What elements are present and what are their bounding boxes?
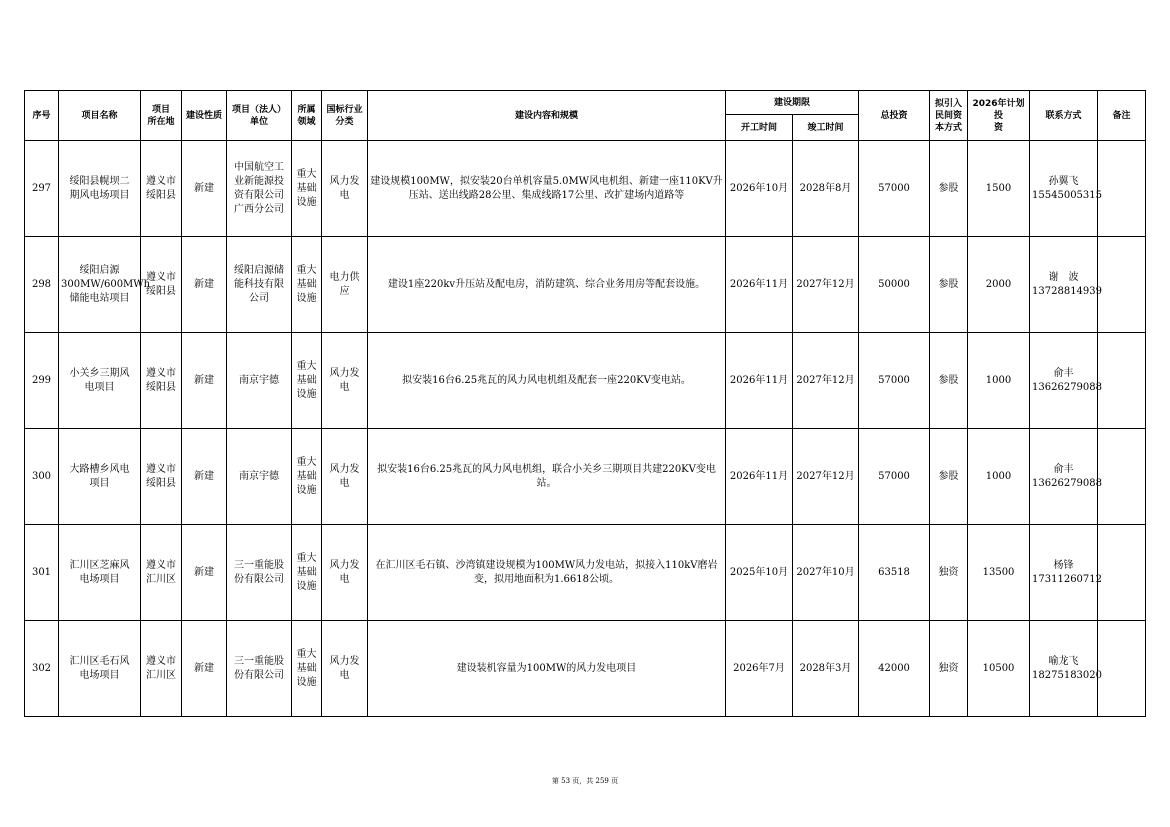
- cell-contact: 杨锋 17311260712: [1030, 525, 1098, 621]
- cell-note: [1098, 621, 1146, 717]
- cell-seq: 301: [25, 525, 59, 621]
- cell-name: 绥阳县幌坝二 期风电场项目: [59, 141, 141, 237]
- cell-name: 汇川区毛石风 电场项目: [59, 621, 141, 717]
- cell-location: 遵义市 绥阳县: [141, 429, 182, 525]
- cell-content: 拟安装16台6.25兆瓦的风力风电机组，联合小关乡三期项目共建220KV变电站。: [368, 429, 726, 525]
- cell-contact: 俞丰 13626279088: [1030, 333, 1098, 429]
- cell-seq: 298: [25, 237, 59, 333]
- cell-name: 绥阳启源 300MW/600MWh 储能电站项目: [59, 237, 141, 333]
- cell-nature: 新建: [182, 429, 227, 525]
- cell-note: [1098, 525, 1146, 621]
- cell-total: 57000: [859, 333, 930, 429]
- cell-end: 2027年10月: [793, 525, 859, 621]
- cell-start: 2026年11月: [726, 237, 793, 333]
- header-name: 项目名称: [59, 91, 141, 141]
- cell-start: 2026年7月: [726, 621, 793, 717]
- cell-capital: 参股: [930, 237, 968, 333]
- cell-nature: 新建: [182, 141, 227, 237]
- cell-plan: 1000: [968, 429, 1030, 525]
- cell-field: 重大 基础 设施: [292, 333, 322, 429]
- cell-total: 57000: [859, 429, 930, 525]
- cell-content: 在汇川区毛石镇、沙湾镇建设规模为100MW风力发电站，拟接入110kV磨岩变，拟用地面积为1.6618公顷。: [368, 525, 726, 621]
- cell-capital: 参股: [930, 429, 968, 525]
- cell-location: 遵义市 绥阳县: [141, 237, 182, 333]
- cell-end: 2027年12月: [793, 333, 859, 429]
- cell-total: 50000: [859, 237, 930, 333]
- header-contact: 联系方式: [1030, 91, 1098, 141]
- cell-field: 重大 基础 设施: [292, 525, 322, 621]
- cell-industry: 风力发 电: [322, 621, 368, 717]
- cell-industry: 风力发 电: [322, 141, 368, 237]
- cell-industry: 风力发 电: [322, 333, 368, 429]
- header-seq: 序号: [25, 91, 59, 141]
- cell-contact: 谢 波 13728814939: [1030, 237, 1098, 333]
- table-row: [25, 525, 1146, 621]
- cell-seq: 297: [25, 141, 59, 237]
- cell-note: [1098, 429, 1146, 525]
- cell-end: 2027年12月: [793, 237, 859, 333]
- table-row: [25, 141, 1146, 237]
- cell-total: 63518: [859, 525, 930, 621]
- cell-seq: 299: [25, 333, 59, 429]
- header-nature: 建设性质: [182, 91, 227, 141]
- cell-nature: 新建: [182, 333, 227, 429]
- table-row: [25, 333, 1146, 429]
- cell-plan: 10500: [968, 621, 1030, 717]
- cell-unit: 中国航空工 业新能源投 资有限公司 广西分公司: [227, 141, 292, 237]
- cell-seq: 302: [25, 621, 59, 717]
- header-unit: 项目（法人） 单位: [227, 91, 292, 141]
- cell-industry: 电力供 应: [322, 237, 368, 333]
- cell-contact: 俞丰 13626279088: [1030, 429, 1098, 525]
- cell-start: 2026年11月: [726, 429, 793, 525]
- cell-contact: 孙翼飞 15545005315: [1030, 141, 1098, 237]
- cell-content: 建设1座220kv升压站及配电房，消防建筑、综合业务用房等配套设施。: [368, 237, 726, 333]
- cell-unit: 南京宇德: [227, 333, 292, 429]
- header-total: 总投资: [859, 91, 930, 141]
- cell-name: 大路槽乡风电 项目: [59, 429, 141, 525]
- header-field: 所属 领域: [292, 91, 322, 141]
- cell-content: 拟安装16台6.25兆瓦的风力风电机组及配套一座220KV变电站。: [368, 333, 726, 429]
- cell-plan: 13500: [968, 525, 1030, 621]
- cell-capital: 参股: [930, 333, 968, 429]
- cell-start: 2026年11月: [726, 333, 793, 429]
- cell-nature: 新建: [182, 621, 227, 717]
- cell-field: 重大 基础 设施: [292, 141, 322, 237]
- header-capital: 拟引入 民间资 本方式: [930, 91, 968, 141]
- cell-location: 遵义市 绥阳县: [141, 333, 182, 429]
- header-start: 开工时间: [726, 115, 793, 141]
- cell-nature: 新建: [182, 237, 227, 333]
- cell-start: 2025年10月: [726, 525, 793, 621]
- cell-capital: 独资: [930, 525, 968, 621]
- cell-location: 遵义市 汇川区: [141, 525, 182, 621]
- cell-total: 57000: [859, 141, 930, 237]
- cell-note: [1098, 141, 1146, 237]
- header-period: 建设期限: [726, 91, 859, 115]
- cell-capital: 独资: [930, 621, 968, 717]
- cell-seq: 300: [25, 429, 59, 525]
- project-table: [24, 90, 1146, 717]
- cell-content: 建设装机容量为100MW的风力发电项目: [368, 621, 726, 717]
- cell-end: 2028年8月: [793, 141, 859, 237]
- cell-capital: 参股: [930, 141, 968, 237]
- table-row: [25, 237, 1146, 333]
- cell-industry: 风力发 电: [322, 525, 368, 621]
- cell-field: 重大 基础 设施: [292, 429, 322, 525]
- cell-total: 42000: [859, 621, 930, 717]
- cell-unit: 南京宇德: [227, 429, 292, 525]
- table-row: [25, 621, 1146, 717]
- cell-field: 重大 基础 设施: [292, 237, 322, 333]
- cell-unit: 三一重能股 份有限公司: [227, 621, 292, 717]
- cell-location: 遵义市 绥阳县: [141, 141, 182, 237]
- cell-field: 重大 基础 设施: [292, 621, 322, 717]
- cell-start: 2026年10月: [726, 141, 793, 237]
- header-end: 竣工时间: [793, 115, 859, 141]
- header-content: 建设内容和规模: [368, 91, 726, 141]
- cell-plan: 1000: [968, 333, 1030, 429]
- cell-plan: 2000: [968, 237, 1030, 333]
- cell-plan: 1500: [968, 141, 1030, 237]
- cell-unit: 绥阳启源储 能科技有限 公司: [227, 237, 292, 333]
- table-row: [25, 429, 1146, 525]
- cell-name: 汇川区芝麻风 电场项目: [59, 525, 141, 621]
- header-location: 项目 所在地: [141, 91, 182, 141]
- header-plan: 2026年计划投 资: [968, 91, 1030, 141]
- cell-location: 遵义市 汇川区: [141, 621, 182, 717]
- cell-unit: 三一重能股 份有限公司: [227, 525, 292, 621]
- cell-end: 2028年3月: [793, 621, 859, 717]
- cell-end: 2027年12月: [793, 429, 859, 525]
- header-note: 备注: [1098, 91, 1146, 141]
- cell-content: 建设规模100MW，拟安装20台单机容量5.0MW风电机组、新建一座110KV升压站、送出线路28公里、集成线路17公里、改扩建场内道路等: [368, 141, 726, 237]
- cell-contact: 喻龙飞 18275183020: [1030, 621, 1098, 717]
- cell-name: 小关乡三期风 电项目: [59, 333, 141, 429]
- cell-industry: 风力发 电: [322, 429, 368, 525]
- cell-note: [1098, 237, 1146, 333]
- page-footer: 第 53 页，共 259 页: [551, 777, 619, 785]
- header-industry: 国标行业 分类: [322, 91, 368, 141]
- cell-nature: 新建: [182, 525, 227, 621]
- cell-note: [1098, 333, 1146, 429]
